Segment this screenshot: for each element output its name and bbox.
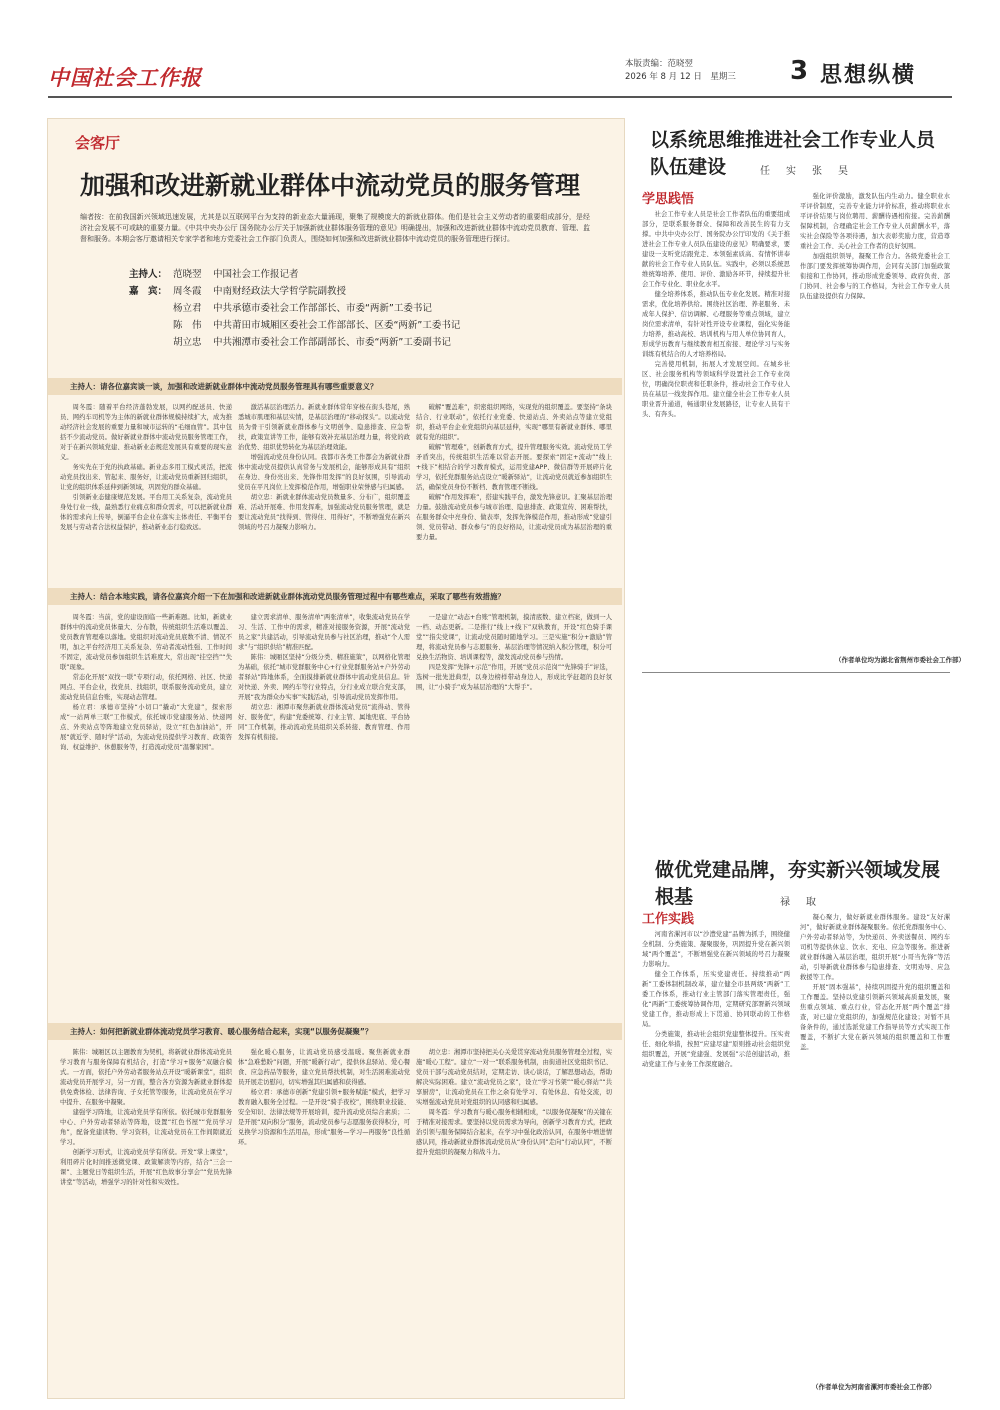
- article-column: 一是建立“动态+台账”管理机制，摸清底数、建立档案，做到一人一档、动态更新。二是推行“线上+线下”双轨教育，开设“红色骑手课堂”“指尖党课”，让流动党员随时随地学习。三是实施“积分+激励”管理，将流动党员参与志愿服务、基层治理等情况纳入积分管理，积分可兑换生活物资、培训课程等，激发流动党员参与热情。 四是发挥“先锋+示范”作用，开展“党员示范岗”“先锋骑手”评选，选树一批先进典型，以身边榜样带动身边人，形成比学赶超的良好氛围，让“小骑手”成为基层治理的“大帮手”。: [416, 614, 612, 691]
- editor-credit: 本版责编：范晓翌: [625, 59, 694, 69]
- article-column: 建立需求清单、服务清单“两张清单”，收集流动党员在学习、生活、工作中的需求，精准对接服务资源，开展“流动党员之家”共建活动，引导流动党员参与社区治理，推动“个人需求”与“组织供给”精准匹配。 陈伟：城厢区坚持“分级分类、精准施策”，以网格化管理为基础，依托“城市党群服务中心+行业党群服务站+户外劳动者驿站”阵地体系，全面摸排新就业群体中流动党员信息。针对快递、外卖、网约车等行业特点，分行业成立联合党支部，开展“我为群众办实事”实践活动，引导流动党员发挥作用。 胡立忠：湘潭市聚焦新就业群体流动党员“流得动、管得好、服务优”，构建“党委统筹、行业主管、属地兜底、平台协同”工作机制，推动流动党员组织关系转接、教育管理、作用发挥有机衔接。: [238, 614, 410, 741]
- article-column: 凝心聚力，做好新就业群体服务。建设“友好漯河”，做好新就业群体凝聚服务。依托党群服务中心、户外劳动者驿站等，为快递员、外卖送餐员、网约车司机等提供休息、饮水、充电、应急等服务。推进新就业群体融入基层治理，组织开展“小哥当先锋”等活动，引导新就业群体参与隐患排查、文明劝导、应急救援等工作。 开展“固本强基”，持续巩固提升党的组织覆盖和工作覆盖。坚持以党建引领新兴领域高质量发展，聚焦重点领域、重点行业，常态化开展“两个覆盖”排查，对已建立党组织的，加强规范化建设；对暂不具备条件的，通过选派党建工作指导员等方式实现工作覆盖，不断扩大党在新兴领域的组织覆盖和工作覆盖。: [800, 914, 950, 1051]
- article-column: 激活基层治理活力。新就业群体常年穿梭在街头巷尾，熟悉城市肌理和基层实情，是基层治理的“移动探头”。以流动党员为骨干引领新就业群体参与文明创争、隐患排查、应急帮扶，政策宣讲等工作，能够有效补充基层治理力量，将党的政治优势、组织优势转化为基层治理效能。 增强流动党员身份认同。我都市各类工作都会为新就业群体中流动党员提供认真常务与发展机会，能够形成具有“组织在身边、身份亮出来、先锋作用发挥”的良好氛围，引导流动党员在平凡岗位上发挥模范作用，增强职业荣誉感与归属感。 胡立忠：新就业群体流动党员数量多、分布广，组织覆盖难、活动开展难、作用发挥难，加强流动党员服务管理，就是要让流动党员“找得到、管得住、用得好”，不断增强党在新兴领域的号召力凝聚力影响力。: [238, 404, 410, 531]
- host-question-2: 主持人：结合本地实践，请各位嘉宾介绍一下在加强和改进新就业群体流动党员服务管理过程中有哪些难点，采取了哪些有效措施？: [48, 588, 622, 605]
- editor-note: 编者按：在前我国新兴领域迅速发展，尤其是以互联网平台为支持的新业态大量涌现，聚集了规模庞大的新就业群体。他们是社会主义劳动者的重要组成部分，是经济社会发展不可或缺的重要力量。《中共中央办公厅 国务院办公厅关于加强新就业群体服务管理的意见》明确提出，加强和改进新就业群体中流动党员教育、管理、监督和服务。本期会客厅邀请相关专家学者和地方党委社会工作部门负责人，围绕如何加强和改进新就业群体中流动党员的服务管理进行探讨。: [80, 213, 590, 243]
- roster-row: 杨立君 中共承德市委社会工作部部长、市委“两新”工委书记: [173, 303, 432, 314]
- roster-row: 嘉 宾： 周冬霞 中南财经政法大学哲学院副教授: [128, 286, 347, 297]
- article-byline: 禄 取: [780, 897, 819, 908]
- masthead-divider: [48, 96, 952, 98]
- column-tag: 工作实践: [642, 912, 695, 927]
- article-title: 做优党建品牌，夯实新兴领域发展根基: [655, 859, 941, 908]
- participant-roster: [105, 266, 585, 351]
- article-divider: [642, 672, 950, 673]
- roster-row: 陈 伟 中共莆田市城厢区委社会工作部部长、区委“两新”工委书记: [173, 320, 461, 331]
- page-number: 3: [790, 56, 809, 86]
- column-tag: 会客厅: [75, 134, 121, 152]
- column-tag: 学思践悟: [642, 192, 695, 207]
- feature-title: 加强和改进新就业群体中流动党员的服务管理: [80, 171, 581, 200]
- article-column: 周冬霞：当前，党的建设面临一些新难题。比如，新就业群体中的流动党员体量大、分布散，传统组织生活难以覆盖、党员教育管理难以落地。党组织对流动党员底数不清、情况不明，加之平台经济用工关系复杂、劳动者流动性强、工作时间不固定，流动党员参加组织生活难度大，常出现“挂空挡”“失联”现象。 常态化开展“双找一联”专项行动，依托网格、社区、快递网点、平台企业，找党员、找组织，联系服务流动党员，建立流动党员信息台账，实现动态管理。 杨立君：承德市坚持“小切口”撬动“大党建”，探索形成“一站两单三联”工作模式，依托城市党建服务站、快递网点、外卖站点等阵地建立党员驿站，设立“红色加油站”，开展“就近学、随时学”活动，为流动党员提供学习教育、政策咨询、权益维护、休憩服务等，打造流动党员“温馨家园”。: [60, 614, 232, 751]
- article-column: 河南省漯河市以“沙澧党建”品牌为抓手，围绕健全机制、分类施策、凝聚服务，巩固提升党在新兴领域“两个覆盖”，不断增强党在新兴领域的号召力凝聚力影响力。 健全工作体系，压实党建责任。持续推动“两新”工委体制机制改革，建立健全市县两级“两新”工委工作体系，推动行业主管部门落实管理责任，强化“两新”工委统筹协调作用，定期研究部署新兴领域党建工作，推动形成上下贯通、协同联动的工作格局。 分类施策，推动社会组织党建整体提升。压实责任、细化举措，按照“应建尽建”原则推动社会组织党组织覆盖，开展“党建强、发展强”示范创建活动，推动党建工作与业务工作深度融合。: [642, 931, 790, 1068]
- article-column: 周冬霞：随着平台经济蓬勃发展，以网约配送员、快递员、网约车司机等为主体的新就业群体规模持续扩大，成为推动经济社会发展的重要力量和城市运转的“毛细血管”。其中包括不少流动党员。做好新就业群体中流动党员服务管理工作，对于在新兴领域党建、推动新业态规范发展具有重要的现实意义。 务实先在于党的执政基础。新业态多用工模式灵活，把流动党员找出来、管起来、服务好，让流动党员重新回归组织，让党的组织体系延伸到新领域，巩固党的群众基础。 引领新业态健康规范发展。平台用工关系复杂，流动党员身处行业一线，最熟悉行业痛点和群众需求，可以把新就业群体的需求向上传导，倒逼平台企业在落实主体责任、平衡平台发展与劳动者合法权益保护，推动新业态行稳致远。: [60, 404, 232, 531]
- article-column: 胡立忠：湘潭市坚持把关心关爱贯穿流动党员服务管理全过程，实施“暖心工程”。建立“一对一”联系服务机制，由街道社区党组织书记、党员干部与流动党员结对，定期走访、谈心谈话，了解思想动态，帮助解决实际困难。建立“流动党员之家”，设立“学习书架”“暖心驿站”“共享厨房”，让流动党员在工作之余有处学习、有处休息、有处交流，切实增强流动党员对党组织的认同感和归属感。 周冬霞：学习教育与暖心服务相辅相成，“以服务促凝聚”的关键在于精准对接需求。要坚持以党员需求为导向，创新学习教育方式，把政治引领与服务保障结合起来，在学习中强化政治认同，在服务中增进情感认同，推动新就业群体流动党员从“身份认同”走向“行动认同”，不断提升党组织的凝聚力和战斗力。: [416, 1049, 612, 1156]
- article-column: 强化评价激励，激发队伍内生动力。健全职业水平评价制度，完善专业能力评价标准，推动将职业水平评价结果与岗位聘用、薪酬待遇相衔接。完善薪酬保障机制，合理确定社会工作专业人员薪酬水平，落实社会保险等各项待遇，加大表彰奖励力度，营造尊重社会工作、关心社会工作者的良好氛围。 加强组织领导，凝聚工作合力。各级党委社会工作部门要发挥统筹协调作用，会同有关部门加强政策衔接和工作协同，推动形成党委领导、政府负责、部门协同、社会参与的工作格局，为社会工作专业人员队伍建设提供有力保障。: [800, 193, 950, 300]
- section-title: 思想纵横: [820, 63, 917, 88]
- host-question-1: 主持人：请各位嘉宾谈一谈，加强和改进新就业群体中流动党员服务管理具有哪些重要意义？: [48, 378, 622, 395]
- article-column: 陈伟：城厢区以主题教育为契机，将新就业群体流动党员学习教育与服务保障有机结合，打造“学习+服务”双融合模式。一方面，依托户外劳动者服务站点开设“暖新课堂”，组织流动党员开展学习，另一方面，整合各方资源为新就业群体提供免费体检、法律咨询、子女托管等服务，让流动党员在学习中提升、在服务中凝聚。 建强学习阵地，让流动党员学有所依。依托城市党群服务中心、户外劳动者驿站等阵地，设置“红色书屋”“党员学习角”，配备党建读物、学习资料，让流动党员在工作间隙就近学习。 创新学习形式，让流动党员学有所获。开发“掌上课堂”，利用碎片化时间推送微党课、政策解读等内容，结合“三会一课”、主题党日等组织生活，开展“红色故事分享会”“党员先锋讲堂”等活动，增强学习的针对性和实效性。: [60, 1049, 232, 1186]
- article-byline: 任 实 张 昊: [760, 166, 851, 177]
- article-column: 强化暖心服务，让流动党员感受温暖。聚焦新就业群体“急难愁盼”问题，开展“暖新行动”，提供休息驿站、爱心餐食、应急药品等服务，建立党员帮扶机制，对生活困难流动党员开展走访慰问，切实增强其归属感和获得感。 杨立君：承德市创新“党建引领+服务赋能”模式，把学习教育融入服务全过程。一是开设“骑手夜校”，围绕职业技能、安全知识、法律法规等开展培训，提升流动党员综合素质；二是开展“双向积分”服务，流动党员参与志愿服务获得积分，可兑换学习资源和生活用品，形成“服务—学习—再服务”良性循环。: [238, 1049, 410, 1146]
- host-question-3: 主持人：如何把新就业群体流动党员学习教育、暖心服务结合起来，实现“以服务促凝聚”？: [48, 1023, 622, 1040]
- article-column: 社会工作专业人员是社会工作者队伍的重要组成部分，是联系服务群众、保障和改善民生的有力支撑。中共中央办公厅、国务院办公厅印发的《关于推进社会工作专业人员队伍建设的意见》明确要求，要建设一支听党话跟党走、本领强素质高、有情怀讲奉献的社会工作专业人员队伍。实践中，必须以系统思维统筹培养、使用、评价、激励各环节，持续提升社会工作专业化、职业化水平。 健全培养体系，推动队伍专业化发展。精准对接需求，优化培养供给。围绕社区治理、养老服务、未成年人保护、信访调解、心理服务等重点领域，建立岗位需求清单，有针对性开设专业课程，强化实务能力培养，推动高校、培训机构与用人单位协同育人，形成学历教育与继续教育相互衔接、理论学习与实务训练有机结合的人才培养格局。 完善使用机制，拓展人才发展空间。在城乡社区、社会服务机构等领域科学设置社会工作专业岗位，明确岗位职责和任职条件，推动社会工作专业人员在基层一线发挥作用。建立健全社会工作专业人员职业晋升通道，畅通职业发展路径，让专业人员有干头、有奔头。: [642, 211, 790, 418]
- roster-row: 主持人： 范晓翌 中国社会工作报记者: [128, 269, 299, 280]
- masthead-meta: [625, 58, 736, 84]
- article-title: 以系统思维推进社会工作专业人员队伍建设: [650, 129, 936, 178]
- article-column: 破解“覆盖难”，织密组织网络，实现党的组织覆盖。要坚持“条块结合、行业联动”，依托行业党委、快递站点、外卖站点等建立党组织，推动平台企业党组织向基层延伸，实现“哪里有新就业群体、哪里就有党的组织”。 破解“管理难”，创新教育方式，提升管理服务实效。流动党员工学矛盾突出，传统组织生活难以常态开展。要探索“固定+流动”“线上+线下”相结合的学习教育模式，运用党建APP、微信群等开展碎片化学习，依托党群服务站点设立“暖新驿站”，让流动党员就近参加组织生活，确保党员身份不断档、教育管理不断线。 破解“作用发挥难”，搭建实践平台，激发先锋意识。汇聚基层治理力量。鼓励流动党员参与城市治理、隐患排查、政策宣传、困难帮扶，在服务群众中亮身份、做表率，发挥先锋模范作用，推动形成“党建引领、党员带动、群众参与”的良好格局，让流动党员成为基层治理的重要力量。: [416, 404, 612, 541]
- author-affiliation: （作者单位均为湖北省荆州市委社会工作部）: [835, 656, 965, 664]
- newspaper-logo: 中国社会工作报: [48, 65, 202, 90]
- issue-date: 2026 年 8 月 12 日 星期三: [625, 72, 736, 82]
- author-affiliation: （作者单位为河南省漯河市委社会工作部）: [812, 1383, 936, 1391]
- roster-row: 胡立忠 中共湘潭市委社会工作部副部长、市委“两新”工委副书记: [173, 337, 451, 348]
